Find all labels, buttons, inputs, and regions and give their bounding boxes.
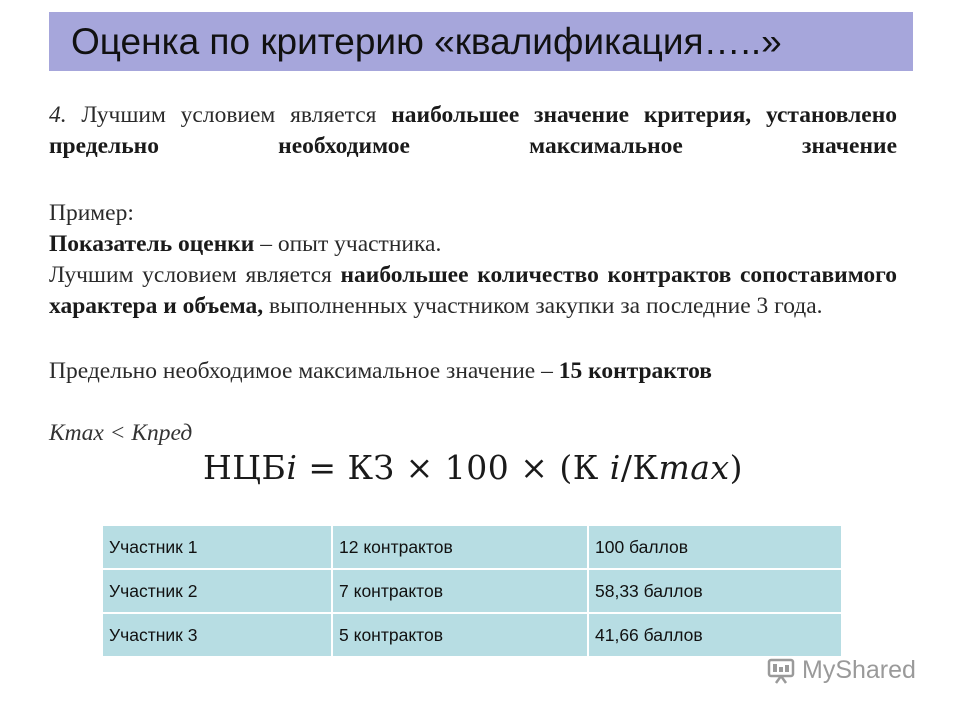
formula-max: max bbox=[658, 448, 730, 487]
criterion-text: Лучшим условием является bbox=[66, 102, 392, 128]
contracts-cell: 7 контрактов bbox=[332, 569, 588, 613]
logo-text: MyShared bbox=[802, 655, 916, 684]
score-cell: 41,66 баллов bbox=[588, 613, 842, 657]
criterion-paragraph bbox=[49, 100, 897, 162]
formula-close: ) bbox=[729, 448, 743, 487]
myshared-logo bbox=[766, 655, 916, 685]
score-cell: 58,33 баллов bbox=[588, 569, 842, 613]
best-rest: выполненных участником закупки за последние 3 года. bbox=[263, 293, 823, 319]
condition-formula: Кmax < Кпред bbox=[49, 420, 193, 446]
formula-slash: /К bbox=[620, 448, 659, 487]
participant-cell: Участник 3 bbox=[102, 613, 332, 657]
title-bar bbox=[49, 12, 913, 71]
best-text: Лучшим условием является bbox=[49, 262, 341, 288]
max-value-line bbox=[49, 356, 897, 387]
best-condition-paragraph bbox=[49, 260, 897, 322]
participant-cell: Участник 1 bbox=[102, 525, 332, 569]
criterion-bold: наибольшее значение критерия, установлено предельно необходимое максимальное значение bbox=[49, 102, 897, 159]
indicator-bold: Показатель оценки bbox=[49, 231, 255, 257]
contracts-cell: 5 контрактов bbox=[332, 613, 588, 657]
formula-left: НЦБ bbox=[203, 448, 287, 487]
table-row bbox=[102, 525, 842, 569]
best-bold: наибольшее количество контрактов сопоставимого характера и объема, bbox=[49, 262, 897, 319]
presentation-board-icon bbox=[766, 655, 796, 685]
max-text: Предельно необходимое максимальное значение – bbox=[49, 358, 559, 384]
indicator-rest: – опыт участника. bbox=[254, 231, 442, 257]
formula-index-1: i bbox=[286, 448, 298, 487]
table-row bbox=[102, 613, 842, 657]
scores-table bbox=[101, 524, 843, 658]
example-heading: Пример: bbox=[49, 200, 134, 226]
score-formula bbox=[203, 448, 743, 487]
indicator-line bbox=[49, 229, 897, 260]
slide-title: Оценка по критерию «квалификация…..» bbox=[71, 20, 782, 62]
formula-index-2: i bbox=[609, 448, 621, 487]
formula-middle: = КЗ × 100 × (К bbox=[297, 448, 610, 487]
contracts-cell: 12 контрактов bbox=[332, 525, 588, 569]
score-cell: 100 баллов bbox=[588, 525, 842, 569]
item-number: 4. bbox=[49, 102, 67, 128]
participant-cell: Участник 2 bbox=[102, 569, 332, 613]
max-bold: 15 контрактов bbox=[558, 358, 712, 384]
table-row bbox=[102, 569, 842, 613]
